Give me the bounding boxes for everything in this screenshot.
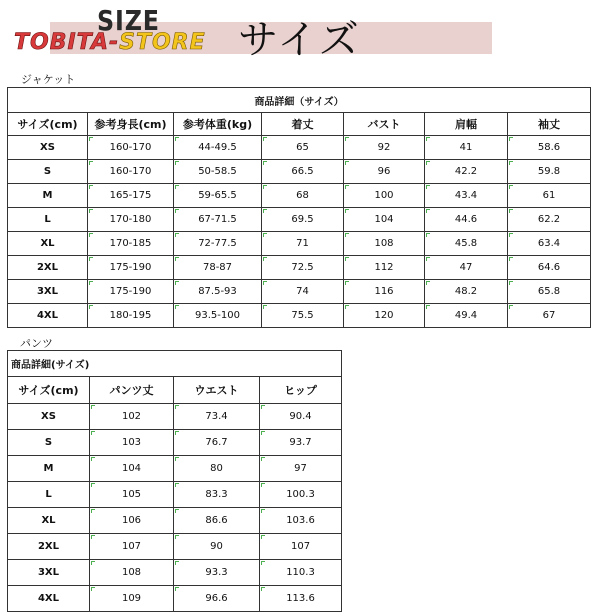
table-cell: 97 [260, 456, 342, 482]
table-row [8, 404, 342, 430]
table-cell: 65.8 [508, 280, 591, 304]
table-cell: 58.6 [508, 136, 591, 160]
table-cell: 44-49.5 [174, 136, 262, 160]
size-label-cell: M [8, 184, 88, 208]
table-cell: 67 [508, 304, 591, 328]
table-cell: 104 [90, 456, 174, 482]
table-cell: 44.6 [425, 208, 508, 232]
table-row [8, 508, 342, 534]
table-cell: 47 [425, 256, 508, 280]
table-row [8, 586, 342, 612]
table-row [8, 184, 591, 208]
pants-size-table [7, 350, 342, 612]
table-cell: 41 [425, 136, 508, 160]
size-label-cell: 2XL [8, 256, 88, 280]
jacket-table-caption: 商品詳細（サイズ） [8, 88, 591, 113]
page-title: サイズ [238, 17, 361, 63]
size-label-cell: XS [8, 404, 90, 430]
jacket-column-header: 参考体重(kg) [174, 113, 262, 136]
table-cell: 170-180 [88, 208, 174, 232]
table-cell: 64.6 [508, 256, 591, 280]
table-cell: 180-195 [88, 304, 174, 328]
pants-column-header: ヒップ [260, 377, 342, 404]
pants-section-label: パンツ [20, 337, 53, 350]
size-label-cell: 4XL [8, 586, 90, 612]
table-cell: 87.5-93 [174, 280, 262, 304]
jacket-column-header: 着丈 [262, 113, 344, 136]
table-cell: 78-87 [174, 256, 262, 280]
table-row [8, 160, 591, 184]
table-row [8, 232, 591, 256]
size-label-cell: S [8, 430, 90, 456]
pants-column-header: ウエスト [174, 377, 260, 404]
table-cell: 104 [344, 208, 425, 232]
table-cell: 96.6 [174, 586, 260, 612]
size-label-cell: 3XL [8, 280, 88, 304]
table-cell: 50-58.5 [174, 160, 262, 184]
table-cell: 86.6 [174, 508, 260, 534]
table-cell: 160-170 [88, 160, 174, 184]
table-cell: 63.4 [508, 232, 591, 256]
table-cell: 43.4 [425, 184, 508, 208]
pants-column-header: サイズ(cm) [8, 377, 90, 404]
table-cell: 90.4 [260, 404, 342, 430]
table-cell: 59-65.5 [174, 184, 262, 208]
table-row [8, 280, 591, 304]
jacket-column-header: 肩幅 [425, 113, 508, 136]
table-cell: 80 [174, 456, 260, 482]
table-cell: 106 [90, 508, 174, 534]
table-cell: 102 [90, 404, 174, 430]
table-cell: 68 [262, 184, 344, 208]
table-cell: 83.3 [174, 482, 260, 508]
table-cell: 62.2 [508, 208, 591, 232]
table-cell: 74 [262, 280, 344, 304]
store-logo [14, 30, 206, 55]
table-cell: 90 [174, 534, 260, 560]
table-cell: 120 [344, 304, 425, 328]
size-label-cell: 4XL [8, 304, 88, 328]
table-cell: 42.2 [425, 160, 508, 184]
table-cell: 49.4 [425, 304, 508, 328]
table-row [8, 304, 591, 328]
table-cell: 107 [260, 534, 342, 560]
table-cell: 103.6 [260, 508, 342, 534]
table-cell: 93.3 [174, 560, 260, 586]
pants-table-caption: 商品詳細(サイズ) [8, 351, 342, 377]
table-cell: 93.7 [260, 430, 342, 456]
table-row [8, 560, 342, 586]
table-cell: 72.5 [262, 256, 344, 280]
table-cell: 61 [508, 184, 591, 208]
table-cell: 175-190 [88, 256, 174, 280]
table-cell: 108 [344, 232, 425, 256]
table-cell: 96 [344, 160, 425, 184]
size-label-cell: XS [8, 136, 88, 160]
table-cell: 48.2 [425, 280, 508, 304]
table-cell: 160-170 [88, 136, 174, 160]
table-cell: 100.3 [260, 482, 342, 508]
size-label-cell: S [8, 160, 88, 184]
table-cell: 69.5 [262, 208, 344, 232]
table-cell: 108 [90, 560, 174, 586]
table-cell: 175-190 [88, 280, 174, 304]
table-row [8, 482, 342, 508]
store-logo-right: STORE [119, 30, 206, 55]
table-cell: 113.6 [260, 586, 342, 612]
table-row [8, 136, 591, 160]
jacket-size-table [7, 87, 591, 328]
jacket-column-header: サイズ(cm) [8, 113, 88, 136]
table-cell: 76.7 [174, 430, 260, 456]
table-cell: 45.8 [425, 232, 508, 256]
table-cell: 67-71.5 [174, 208, 262, 232]
table-cell: 109 [90, 586, 174, 612]
table-cell: 66.5 [262, 160, 344, 184]
table-cell: 110.3 [260, 560, 342, 586]
size-label-cell: 2XL [8, 534, 90, 560]
table-cell: 107 [90, 534, 174, 560]
jacket-column-header: 参考身長(cm) [88, 113, 174, 136]
table-cell: 103 [90, 430, 174, 456]
table-row [8, 208, 591, 232]
table-cell: 116 [344, 280, 425, 304]
size-logo-text: SIZE [97, 4, 160, 37]
size-label-cell: XL [8, 232, 88, 256]
table-row [8, 456, 342, 482]
table-cell: 59.8 [508, 160, 591, 184]
table-cell: 65 [262, 136, 344, 160]
table-row [8, 430, 342, 456]
size-label-cell: XL [8, 508, 90, 534]
table-cell: 105 [90, 482, 174, 508]
table-cell: 93.5-100 [174, 304, 262, 328]
store-logo-left: TOBITA- [14, 30, 120, 55]
jacket-column-header: バスト [344, 113, 425, 136]
table-row [8, 256, 591, 280]
table-cell: 112 [344, 256, 425, 280]
table-row [8, 534, 342, 560]
table-cell: 92 [344, 136, 425, 160]
size-label-cell: M [8, 456, 90, 482]
size-label-cell: 3XL [8, 560, 90, 586]
jacket-column-header: 袖丈 [508, 113, 591, 136]
table-cell: 72-77.5 [174, 232, 262, 256]
table-cell: 71 [262, 232, 344, 256]
table-cell: 100 [344, 184, 425, 208]
table-cell: 170-185 [88, 232, 174, 256]
table-cell: 165-175 [88, 184, 174, 208]
table-cell: 73.4 [174, 404, 260, 430]
table-cell: 75.5 [262, 304, 344, 328]
jacket-section-label: ジャケット [21, 73, 76, 86]
size-label-cell: L [8, 482, 90, 508]
size-label-cell: L [8, 208, 88, 232]
pants-column-header: パンツ丈 [90, 377, 174, 404]
